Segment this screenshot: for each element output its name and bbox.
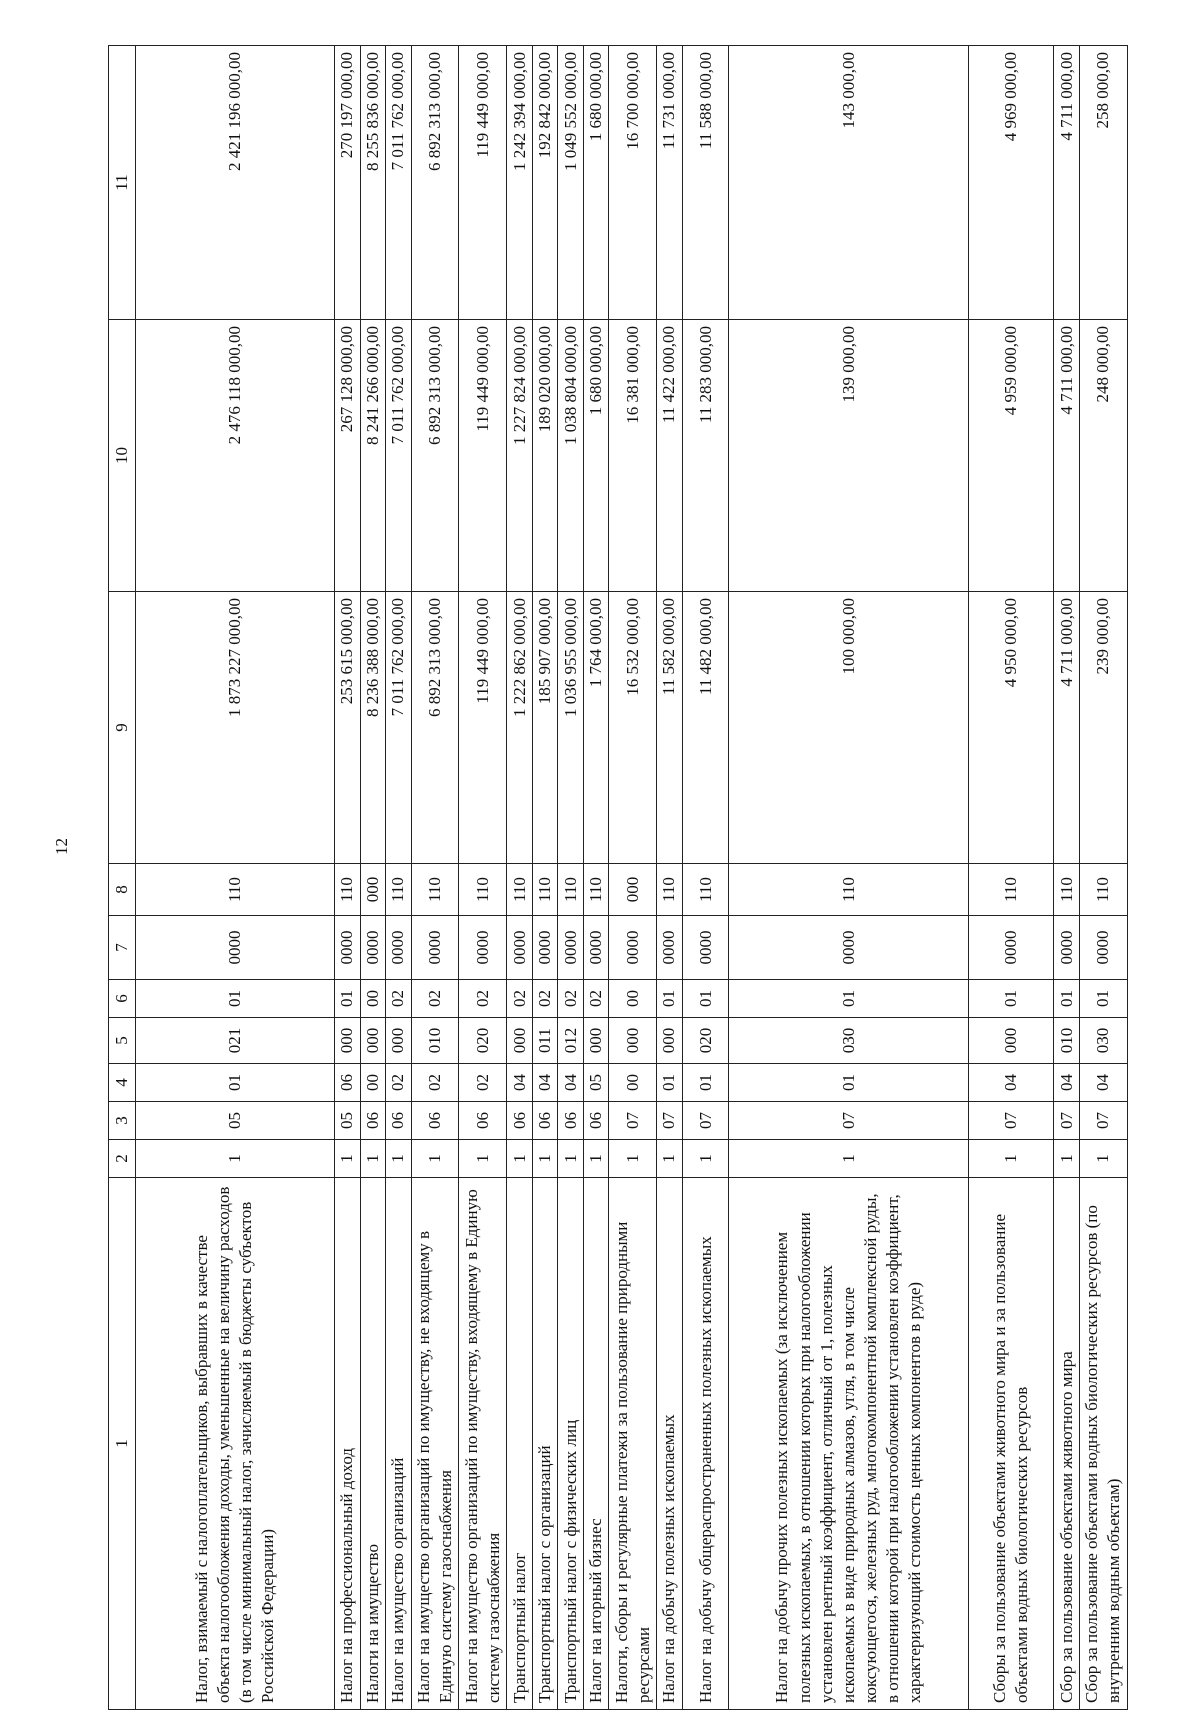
table-row: [335, 46, 360, 1710]
amount-cell: 2 476 118 000,00: [136, 320, 335, 592]
column-number-9: 9: [109, 592, 136, 864]
column-number-8: 8: [109, 864, 136, 916]
amount-cell: 16 381 000,00: [609, 320, 657, 592]
amount-cell: 4 711 000,00: [1054, 320, 1079, 592]
row-name-cell: Налог на добычу общераспространенных полезных ископаемых: [682, 1178, 729, 1710]
table-row: [558, 46, 583, 1710]
code-cell: 06: [532, 1102, 557, 1140]
code-cell: 0000: [1054, 916, 1079, 980]
amount-cell: 6 892 313 000,00: [411, 46, 459, 320]
code-cell: 1: [136, 1140, 335, 1178]
code-cell: 011: [532, 1018, 557, 1064]
code-cell: 1: [657, 1140, 682, 1178]
code-cell: 0000: [682, 916, 729, 980]
amount-cell: 185 907 000,00: [532, 592, 557, 864]
row-name-cell: Налог на профессиональный доход: [335, 1178, 360, 1710]
code-cell: 0000: [609, 916, 657, 980]
code-cell: 1: [411, 1140, 459, 1178]
code-cell: 02: [411, 1064, 459, 1102]
code-cell: 110: [532, 864, 557, 916]
row-name-cell: Налог на имущество организаций по имуществу, не входящему в Единую систему газоснабжения: [411, 1178, 459, 1710]
code-cell: 1: [583, 1140, 608, 1178]
code-cell: 02: [459, 980, 507, 1018]
code-cell: 0000: [386, 916, 411, 980]
code-cell: 06: [411, 1102, 459, 1140]
code-cell: 04: [1054, 1064, 1079, 1102]
column-number-2: 2: [109, 1140, 136, 1178]
code-cell: 000: [507, 1018, 532, 1064]
code-cell: 000: [609, 864, 657, 916]
amount-cell: 6 892 313 000,00: [411, 592, 459, 864]
code-cell: 01: [1054, 980, 1079, 1018]
code-cell: 02: [386, 980, 411, 1018]
code-cell: 000: [609, 1018, 657, 1064]
amount-cell: 8 236 388 000,00: [360, 592, 385, 864]
code-cell: 06: [507, 1102, 532, 1140]
amount-cell: 11 731 000,00: [657, 46, 682, 320]
code-cell: 0000: [335, 916, 360, 980]
code-cell: 000: [969, 1018, 1054, 1064]
table-row: [1079, 46, 1127, 1710]
code-cell: 020: [682, 1018, 729, 1064]
amount-cell: 1 680 000,00: [583, 320, 608, 592]
amount-cell: 1 764 000,00: [583, 592, 608, 864]
amount-cell: 4 711 000,00: [1054, 46, 1079, 320]
code-cell: 000: [360, 1018, 385, 1064]
code-cell: 1: [360, 1140, 385, 1178]
code-cell: 0000: [459, 916, 507, 980]
code-cell: 1: [729, 1140, 969, 1178]
amount-cell: 119 449 000,00: [459, 592, 507, 864]
code-cell: 110: [583, 864, 608, 916]
column-number-row: [109, 46, 136, 1710]
amount-cell: 6 892 313 000,00: [411, 320, 459, 592]
code-cell: 0000: [532, 916, 557, 980]
amount-cell: 119 449 000,00: [459, 46, 507, 320]
code-cell: 02: [386, 1064, 411, 1102]
amount-cell: 143 000,00: [729, 46, 969, 320]
code-cell: 00: [360, 980, 385, 1018]
code-cell: 1: [609, 1140, 657, 1178]
code-cell: 07: [1054, 1102, 1079, 1140]
code-cell: 1: [682, 1140, 729, 1178]
code-cell: 110: [335, 864, 360, 916]
code-cell: 01: [729, 980, 969, 1018]
code-cell: 110: [459, 864, 507, 916]
code-cell: 000: [360, 864, 385, 916]
code-cell: 02: [532, 980, 557, 1018]
amount-cell: 8 241 266 000,00: [360, 320, 385, 592]
table-row: [657, 46, 682, 1710]
amount-cell: 8 255 836 000,00: [360, 46, 385, 320]
code-cell: 010: [1054, 1018, 1079, 1064]
code-cell: 07: [729, 1102, 969, 1140]
code-cell: 01: [335, 980, 360, 1018]
code-cell: 0000: [507, 916, 532, 980]
row-name-cell: Налог на добычу прочих полезных ископаемых (за исключением полезных ископаемых, в отношении которых при налогообложении установлен рентный коэффициент, отличный от 1, полезных ископаемых в виде природных алмазов, угля, в том числе коксующегося, железных руд, многокомпонентной комплексной руды, в отношении которой при налогообложении установлен коэффициент, характеризующий стоимость ценных компонентов в руде): [729, 1178, 969, 1710]
row-name-cell: Налог на добычу полезных ископаемых: [657, 1178, 682, 1710]
amount-cell: 1 049 552 000,00: [558, 46, 583, 320]
row-name-cell: Налог на имущество организаций по имуществу, входящему в Единую систему газоснабжения: [459, 1178, 507, 1710]
code-cell: 05: [583, 1064, 608, 1102]
code-cell: 0000: [969, 916, 1054, 980]
code-cell: 01: [657, 980, 682, 1018]
amount-cell: 1 680 000,00: [583, 46, 608, 320]
code-cell: 0000: [657, 916, 682, 980]
table-row: [459, 46, 507, 1710]
code-cell: 01: [136, 1064, 335, 1102]
code-cell: 01: [682, 1064, 729, 1102]
code-cell: 000: [335, 1018, 360, 1064]
code-cell: 1: [969, 1140, 1054, 1178]
code-cell: 04: [507, 1064, 532, 1102]
table-row: [136, 46, 335, 1710]
code-cell: 000: [657, 1018, 682, 1064]
code-cell: 1: [507, 1140, 532, 1178]
amount-cell: 11 588 000,00: [682, 46, 729, 320]
code-cell: 02: [558, 980, 583, 1018]
column-number-7: 7: [109, 916, 136, 980]
code-cell: 00: [360, 1064, 385, 1102]
code-cell: 07: [969, 1102, 1054, 1140]
amount-cell: 7 011 762 000,00: [386, 592, 411, 864]
row-name-cell: Налог, взимаемый с налогоплательщиков, выбравших в качестве объекта налогообложения доходы, уменьшенные на величину расходов (в том числе минимальный налог, зачисляемый в бюджеты субъектов Российской Федерации): [136, 1178, 335, 1710]
code-cell: 07: [682, 1102, 729, 1140]
code-cell: 00: [609, 1064, 657, 1102]
table-row: [969, 46, 1054, 1710]
code-cell: 110: [558, 864, 583, 916]
code-cell: 0000: [583, 916, 608, 980]
code-cell: 04: [969, 1064, 1054, 1102]
code-cell: 01: [969, 980, 1054, 1018]
amount-cell: 7 011 762 000,00: [386, 46, 411, 320]
table-body: [136, 46, 1128, 1710]
code-cell: 110: [657, 864, 682, 916]
code-cell: 021: [136, 1018, 335, 1064]
code-cell: 02: [411, 980, 459, 1018]
row-name-cell: Налоги на имущество: [360, 1178, 385, 1710]
row-name-cell: Сбор за пользование объектами животного мира: [1054, 1178, 1079, 1710]
amount-cell: 1 038 804 000,00: [558, 320, 583, 592]
code-cell: 06: [583, 1102, 608, 1140]
amount-cell: 1 036 955 000,00: [558, 592, 583, 864]
code-cell: 01: [136, 980, 335, 1018]
row-name-cell: Сборы за пользование объектами животного мира и за пользование объектами водных биологических ресурсов: [969, 1178, 1054, 1710]
amount-cell: 1 242 394 000,00: [507, 46, 532, 320]
table-row: [729, 46, 969, 1710]
amount-cell: 16 532 000,00: [609, 592, 657, 864]
code-cell: 01: [729, 1064, 969, 1102]
amount-cell: 253 615 000,00: [335, 592, 360, 864]
table-row: [609, 46, 657, 1710]
code-cell: 02: [507, 980, 532, 1018]
amount-cell: 248 000,00: [1079, 320, 1127, 592]
code-cell: 110: [969, 864, 1054, 916]
budget-revenue-table: [108, 46, 1128, 1710]
code-cell: 06: [335, 1064, 360, 1102]
code-cell: 110: [729, 864, 969, 916]
code-cell: 1: [558, 1140, 583, 1178]
code-cell: 1: [459, 1140, 507, 1178]
code-cell: 04: [532, 1064, 557, 1102]
amount-cell: 4 711 000,00: [1054, 592, 1079, 864]
row-name-cell: Транспортный налог с физических лиц: [558, 1178, 583, 1710]
code-cell: 06: [459, 1102, 507, 1140]
code-cell: 000: [583, 1018, 608, 1064]
code-cell: 012: [558, 1018, 583, 1064]
amount-cell: 119 449 000,00: [459, 320, 507, 592]
row-name-cell: Транспортный налог: [507, 1178, 532, 1710]
code-cell: 110: [136, 864, 335, 916]
column-number-1: 1: [109, 1178, 136, 1710]
code-cell: 1: [335, 1140, 360, 1178]
amount-cell: 189 020 000,00: [532, 320, 557, 592]
amount-cell: 1 222 862 000,00: [507, 592, 532, 864]
code-cell: 07: [657, 1102, 682, 1140]
code-cell: 01: [1079, 980, 1127, 1018]
code-cell: 00: [609, 980, 657, 1018]
row-name-cell: Налог на имущество организаций: [386, 1178, 411, 1710]
code-cell: 06: [558, 1102, 583, 1140]
code-cell: 110: [411, 864, 459, 916]
row-name-cell: Сбор за пользование объектами водных биологических ресурсов (по внутренним водным объектам): [1079, 1178, 1127, 1710]
code-cell: 110: [682, 864, 729, 916]
amount-cell: 239 000,00: [1079, 592, 1127, 864]
column-number-6: 6: [109, 980, 136, 1018]
code-cell: 04: [558, 1064, 583, 1102]
code-cell: 020: [459, 1018, 507, 1064]
code-cell: 030: [1079, 1018, 1127, 1064]
code-cell: 030: [729, 1018, 969, 1064]
amount-cell: 270 197 000,00: [335, 46, 360, 320]
code-cell: 1: [532, 1140, 557, 1178]
amount-cell: 267 128 000,00: [335, 320, 360, 592]
table-row: [532, 46, 557, 1710]
code-cell: 0000: [136, 916, 335, 980]
column-number-11: 11: [109, 46, 136, 320]
table-row: [411, 46, 459, 1710]
code-cell: 06: [360, 1102, 385, 1140]
code-cell: 0000: [558, 916, 583, 980]
table-row: [1054, 46, 1079, 1710]
code-cell: 07: [609, 1102, 657, 1140]
code-cell: 110: [1079, 864, 1127, 916]
code-cell: 07: [1079, 1102, 1127, 1140]
amount-cell: 258 000,00: [1079, 46, 1127, 320]
table-row: [386, 46, 411, 1710]
code-cell: 02: [459, 1064, 507, 1102]
amount-cell: 7 011 762 000,00: [386, 320, 411, 592]
code-cell: 02: [583, 980, 608, 1018]
amount-cell: 4 950 000,00: [969, 592, 1054, 864]
row-name-cell: Транспортный налог с организаций: [532, 1178, 557, 1710]
code-cell: 010: [411, 1018, 459, 1064]
amount-cell: 192 842 000,00: [532, 46, 557, 320]
code-cell: 01: [657, 1064, 682, 1102]
code-cell: 1: [1054, 1140, 1079, 1178]
amount-cell: 100 000,00: [729, 592, 969, 864]
amount-cell: 1 873 227 000,00: [136, 592, 335, 864]
code-cell: 0000: [1079, 916, 1127, 980]
table-row: [682, 46, 729, 1710]
column-number-3: 3: [109, 1102, 136, 1140]
amount-cell: 11 482 000,00: [682, 592, 729, 864]
amount-cell: 16 700 000,00: [609, 46, 657, 320]
column-number-4: 4: [109, 1064, 136, 1102]
amount-cell: 11 283 000,00: [682, 320, 729, 592]
amount-cell: 4 969 000,00: [969, 46, 1054, 320]
amount-cell: 1 227 824 000,00: [507, 320, 532, 592]
amount-cell: 11 422 000,00: [657, 320, 682, 592]
page-number: 12: [52, 838, 71, 855]
code-cell: 05: [335, 1102, 360, 1140]
code-cell: 06: [386, 1102, 411, 1140]
column-number-5: 5: [109, 1018, 136, 1064]
code-cell: 110: [507, 864, 532, 916]
code-cell: 1: [1079, 1140, 1127, 1178]
column-number-10: 10: [109, 320, 136, 592]
code-cell: 1: [386, 1140, 411, 1178]
table-row: [583, 46, 608, 1710]
code-cell: 110: [386, 864, 411, 916]
code-cell: 0000: [360, 916, 385, 980]
amount-cell: 2 421 196 000,00: [136, 46, 335, 320]
code-cell: 01: [682, 980, 729, 1018]
code-cell: 110: [1054, 864, 1079, 916]
code-cell: 0000: [729, 916, 969, 980]
row-name-cell: Налог на игорный бизнес: [583, 1178, 608, 1710]
row-name-cell: Налоги, сборы и регулярные платежи за пользование природными ресурсами: [609, 1178, 657, 1710]
amount-cell: 11 582 000,00: [657, 592, 682, 864]
amount-cell: 139 000,00: [729, 320, 969, 592]
code-cell: 04: [1079, 1064, 1127, 1102]
code-cell: 05: [136, 1102, 335, 1140]
code-cell: 0000: [411, 916, 459, 980]
code-cell: 000: [386, 1018, 411, 1064]
table-row: [360, 46, 385, 1710]
amount-cell: 4 959 000,00: [969, 320, 1054, 592]
table-row: [507, 46, 532, 1710]
